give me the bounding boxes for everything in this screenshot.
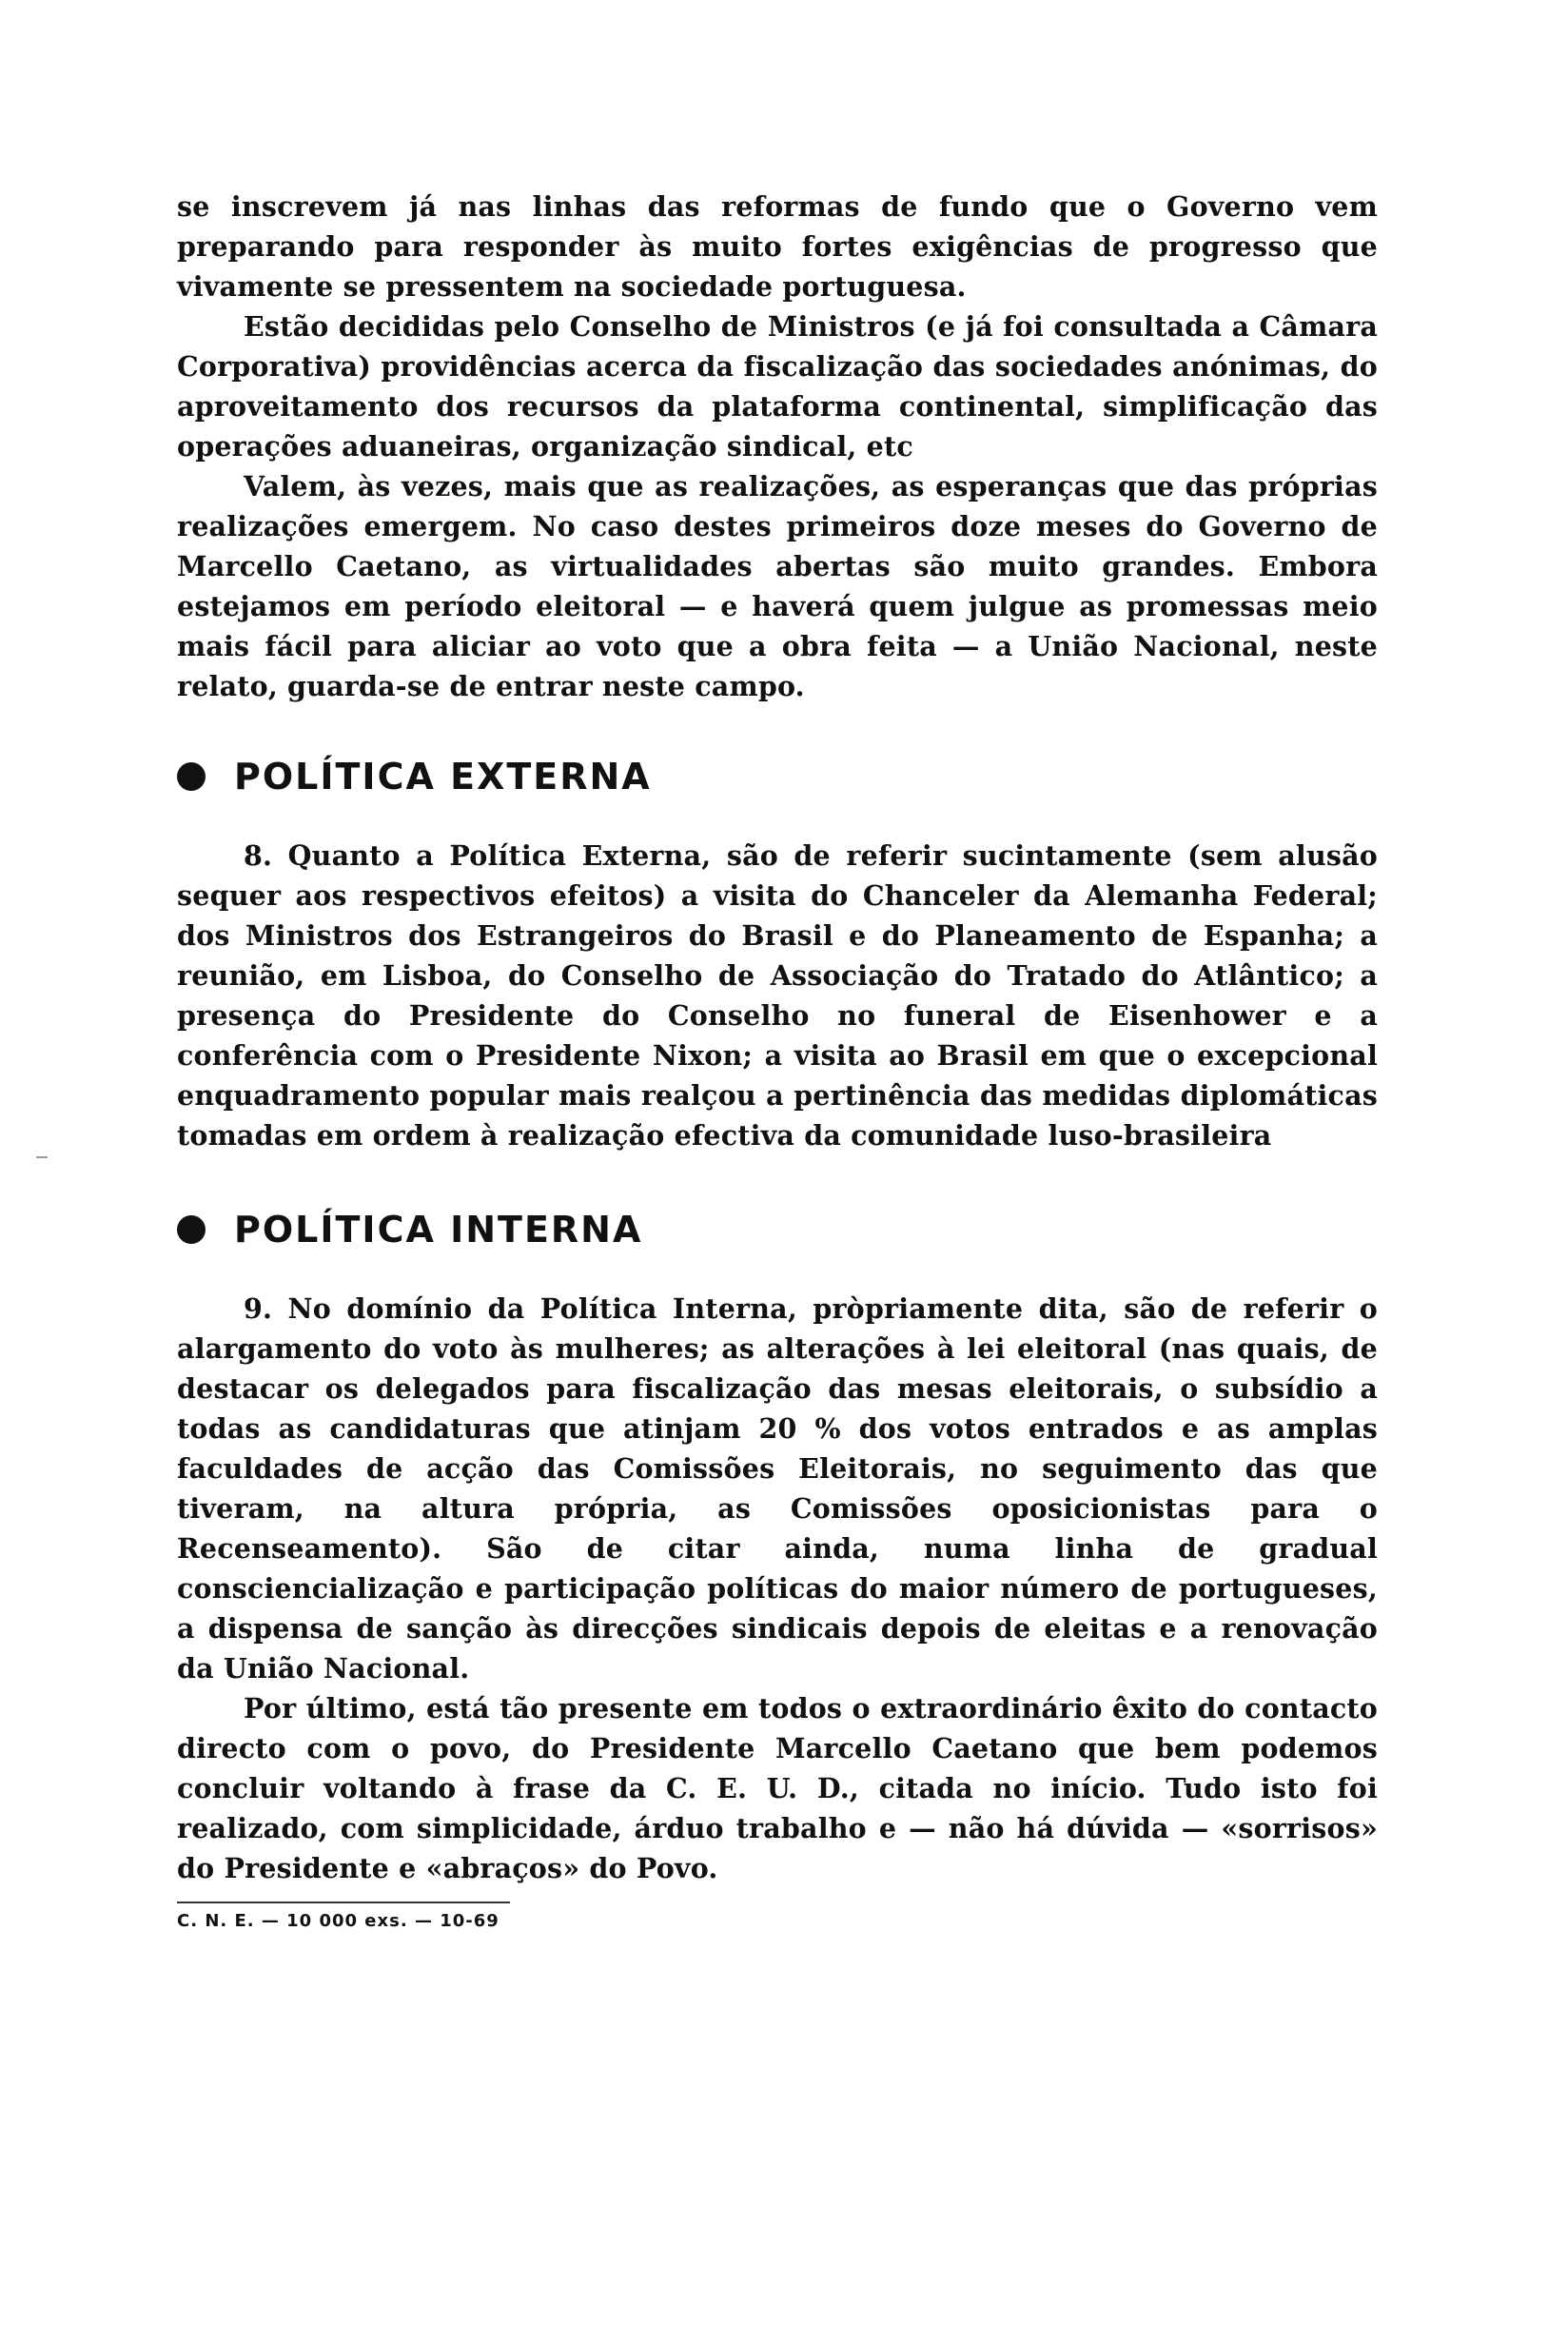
paragraph-external-8: 8. Quanto a Política Externa, são de referir sucintamente (sem alusão sequer aos respectivos efeitos) a visita do Chanceler da Alemanha Federal; dos Ministros dos Estrangeiros do Brasil e do Planeamento de Espanha; a reunião, em Lisboa, do Conselho de Associação do Tratado do Atlântico; a presença do Presidente do Conselho no funeral de Eisenhower e a conferência com o Presidente Nixon; a visita ao Brasil em que o excepcional enquadramento popular mais realçou a pertinência das medidas diplomáticas tomadas em ordem à realização efectiva da comunidade luso-brasileira	[177, 839, 1378, 1152]
print-imprint: C. N. E. — 10 000 exs. — 10-69	[177, 1911, 500, 1931]
paragraph-conclusion: Por último, está tão presente em todos o extraordinário êxito do contacto directo com o povo, do Presidente Marcello Caetano que bem podemos concluir voltando à frase da C. E. U. D., citada no início. Tudo isto foi realizado, com simplicidade, árduo trabalho e — não há dúvida — «sorrisos» do Presidente e «abraços» do Povo.	[177, 1692, 1378, 1884]
margin-mark	[36, 1156, 48, 1158]
paragraph-intro-continuation: se inscrevem já nas linhas das reformas de fundo que o Governo vem preparando para responder às muito fortes exigências de progresso que vivamente se pressentem na sociedade portuguesa.	[177, 190, 1378, 303]
bullet-icon	[177, 1215, 206, 1244]
text-column	[177, 187, 1378, 1931]
paragraph-council-decisions: Estão decididas pelo Conselho de Ministros (e já foi consultada a Câmara Corporativa) providências acerca da fiscalização das sociedades anónimas, do aproveitamento dos recursos da plataforma continental, simplificação das operações aduaneiras, organização sindical, etc	[177, 310, 1378, 463]
section-heading-internal-text: POLÍTICA INTERNA	[234, 1209, 643, 1251]
paragraph-hopes: Valem, às vezes, mais que as realizações, as esperanças que das próprias realizações emergem. No caso destes primeiros doze meses do Governo de Marcello Caetano, as virtualidades abertas são muito grandes. Embora estejamos em período eleitoral — e haverá quem julgue as promessas meio mais fácil para aliciar ao voto que a obra feita — a União Nacional, neste relato, guarda-se de entrar neste campo.	[177, 470, 1378, 702]
section-heading-internal	[177, 1209, 1378, 1251]
section-heading-external-text: POLÍTICA EXTERNA	[234, 756, 652, 798]
bullet-icon	[177, 762, 206, 791]
paragraph-internal-9: 9. No domínio da Política Interna, pròpriamente dita, são de referir o alargamento do voto às mulheres; as alterações à lei eleitoral (nas quais, de destacar os delegados para fiscalização das mesas eleitorais, o subsídio a todas as candidaturas que atinjam 20 % dos votos entrados e as amplas faculdades de acção das Comissões Eleitorais, no seguimento das que tiveram, na altura própria, as Comissões oposicionistas para o Recenseamento). São de citar ainda, numa linha de gradual consciencialização e participação políticas do maior número de portugueses, a dispensa de sanção às direcções sindicais depois de eleitas e a renovação da União Nacional.	[177, 1292, 1378, 1685]
section-heading-external	[177, 756, 1378, 798]
footer-rule	[177, 1902, 510, 1903]
